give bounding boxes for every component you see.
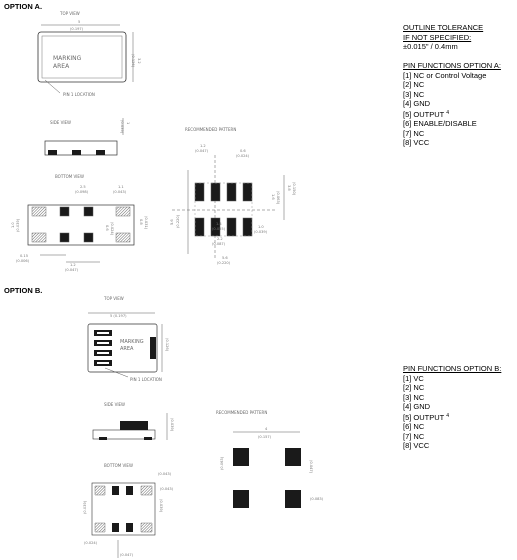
- svg-text:2.2: 2.2: [217, 237, 223, 241]
- svg-text:1.4: 1.4: [216, 222, 222, 226]
- svg-text:(0.047): (0.047): [309, 460, 313, 474]
- svg-text:1.2: 1.2: [70, 263, 76, 267]
- pin-b-4: [4] GND: [403, 402, 431, 411]
- pin-b-1: [1] VC: [403, 373, 424, 383]
- svg-text:(0.043): (0.043): [160, 487, 174, 491]
- svg-text:(0.157): (0.157): [258, 435, 272, 439]
- svg-text:(0.220): (0.220): [217, 261, 231, 265]
- option-b-pin1-location: PIN 1 LOCATION: [130, 377, 162, 382]
- pin-a-6: [6] ENABLE/DISABLE: [403, 119, 477, 128]
- option-a-side-dim-in: (0.126): [131, 54, 135, 68]
- option-a-bottom-view-title: BOTTOM VIEW: [55, 174, 84, 179]
- svg-text:1.2: 1.2: [200, 144, 206, 148]
- pin-functions-a: [403, 61, 501, 148]
- option-a-top-dim-in: (0.197): [70, 27, 84, 31]
- option-a-pattern-title: RECOMMENDED PATTERN: [185, 127, 237, 132]
- option-a-marking: MARKING: [53, 55, 82, 62]
- option-a-side-dim: 1: [126, 122, 130, 125]
- svg-text:(0.047): (0.047): [195, 149, 209, 153]
- option-a-top-dim: 5: [78, 20, 81, 24]
- option-b-side-view-title: SIDE VIEW: [104, 402, 125, 407]
- svg-text:0.6: 0.6: [105, 225, 109, 231]
- option-a-pin1-location: PIN 1 LOCATION: [63, 92, 95, 97]
- svg-text:(0.043): (0.043): [158, 472, 172, 476]
- outline-tolerance-value: ±0.015" / 0.4mm: [403, 42, 458, 51]
- svg-text:(0.039): (0.039): [159, 499, 163, 513]
- option-b-recommended-pattern: [216, 410, 324, 508]
- outline-tolerance-heading: OUTLINE TOLERANCE: [403, 23, 484, 32]
- pin-b-2: [2] NC: [403, 383, 425, 392]
- pin-a-4: [4] GND: [403, 99, 431, 108]
- svg-text:(0.055): (0.055): [212, 227, 226, 231]
- option-a-top-view-title: TOP VIEW: [60, 11, 80, 16]
- svg-text:5.6: 5.6: [170, 219, 174, 225]
- svg-text:(0.087): (0.087): [212, 242, 226, 246]
- svg-text:2.5: 2.5: [80, 185, 86, 189]
- svg-text:(0.039): (0.039): [254, 230, 268, 234]
- pin-a-8: [8] VCC: [403, 138, 430, 147]
- svg-text:(0.150): (0.150): [292, 182, 296, 196]
- option-b-side-dim: (0.126): [165, 338, 169, 352]
- pin-a-7: [7] NC: [403, 128, 425, 138]
- footnote-marker: 4: [446, 412, 449, 419]
- svg-text:(0.031): (0.031): [144, 216, 148, 230]
- pin-functions-b-heading: PIN FUNCTIONS OPTION B:: [403, 364, 502, 373]
- svg-text:4: 4: [265, 427, 268, 431]
- pin-a-1: [1] NC or Control Voltage: [403, 70, 487, 80]
- option-a-side-view: [45, 118, 130, 155]
- option-b-top-view: [88, 296, 169, 382]
- option-a-bottom-view: [11, 174, 148, 272]
- footnote-marker: 4: [446, 109, 449, 116]
- option-b-pattern-title: RECOMMENDED PATTERN: [216, 410, 268, 415]
- option-a-side-view-title: SIDE VIEW: [50, 120, 71, 125]
- svg-text:0.8: 0.8: [139, 219, 143, 225]
- svg-text:(0.083): (0.083): [310, 497, 324, 501]
- pin-a-5: [5] OUTPUT $^4$: [403, 109, 449, 119]
- option-b-bottom-view: [83, 463, 174, 558]
- option-b-area: AREA: [120, 346, 134, 352]
- pin-functions-b: [403, 364, 501, 451]
- svg-text:(0.024): (0.024): [84, 541, 98, 545]
- pin-a-3: [3] NC: [403, 89, 425, 99]
- svg-text:5.6: 5.6: [222, 256, 228, 260]
- outline-tolerance-block: [403, 23, 483, 52]
- option-b-top-view-title: TOP VIEW: [104, 296, 124, 301]
- option-a-side-dim-in: (0.039): [120, 120, 124, 134]
- svg-text:(0.220): (0.220): [176, 214, 180, 228]
- svg-text:(0.039): (0.039): [16, 218, 20, 232]
- svg-text:(0.024): (0.024): [236, 154, 250, 158]
- svg-text:(0.006): (0.006): [16, 259, 30, 263]
- svg-text:1.0: 1.0: [11, 222, 15, 228]
- svg-text:(0.047): (0.047): [65, 268, 79, 272]
- svg-text:1.1: 1.1: [118, 185, 124, 189]
- svg-text:0.6: 0.6: [240, 149, 246, 153]
- svg-text:(0.063): (0.063): [276, 191, 280, 205]
- outline-tolerance-subheading: IF NOT SPECIFIED:: [403, 32, 472, 42]
- option-b-marking: MARKING: [120, 339, 144, 345]
- svg-text:(0.063): (0.063): [220, 456, 224, 470]
- svg-text:(0.024): (0.024): [110, 222, 114, 236]
- svg-text:(0.047): (0.047): [120, 553, 134, 557]
- svg-text:3.8: 3.8: [287, 185, 291, 191]
- option-b-side-dim: (0.039): [170, 418, 174, 432]
- svg-text:(0.039): (0.039): [83, 500, 87, 514]
- option-a-title: OPTION A.: [4, 2, 43, 11]
- option-b-top-dim: 5 (0.197): [110, 314, 127, 318]
- pin-b-7: [7] NC: [403, 431, 425, 441]
- svg-text:(0.098): (0.098): [75, 190, 89, 194]
- pin-b-6: [6] NC: [403, 422, 425, 431]
- option-a-side-dim: 3.2: [137, 58, 141, 64]
- pin-b-3: [3] NC: [403, 392, 425, 402]
- pin-functions-a-heading: PIN FUNCTIONS OPTION A:: [403, 61, 501, 70]
- option-b-bottom-view-title: BOTTOM VIEW: [104, 463, 133, 468]
- svg-text:1.0: 1.0: [258, 225, 264, 229]
- option-a-recommended-pattern: [170, 127, 296, 265]
- option-a-top-view: [38, 11, 141, 97]
- option-b-side-view: [93, 402, 174, 440]
- svg-text:(0.043): (0.043): [113, 190, 127, 194]
- svg-text:1.6: 1.6: [271, 194, 275, 200]
- option-b-title: OPTION B.: [4, 286, 43, 295]
- pin-b-5: [5] OUTPUT $^4$: [403, 412, 449, 422]
- option-a-area: AREA: [53, 63, 70, 70]
- svg-text:0.15: 0.15: [20, 254, 29, 258]
- pin-b-8: [8] VCC: [403, 441, 430, 450]
- pin-a-2: [2] NC: [403, 80, 425, 89]
